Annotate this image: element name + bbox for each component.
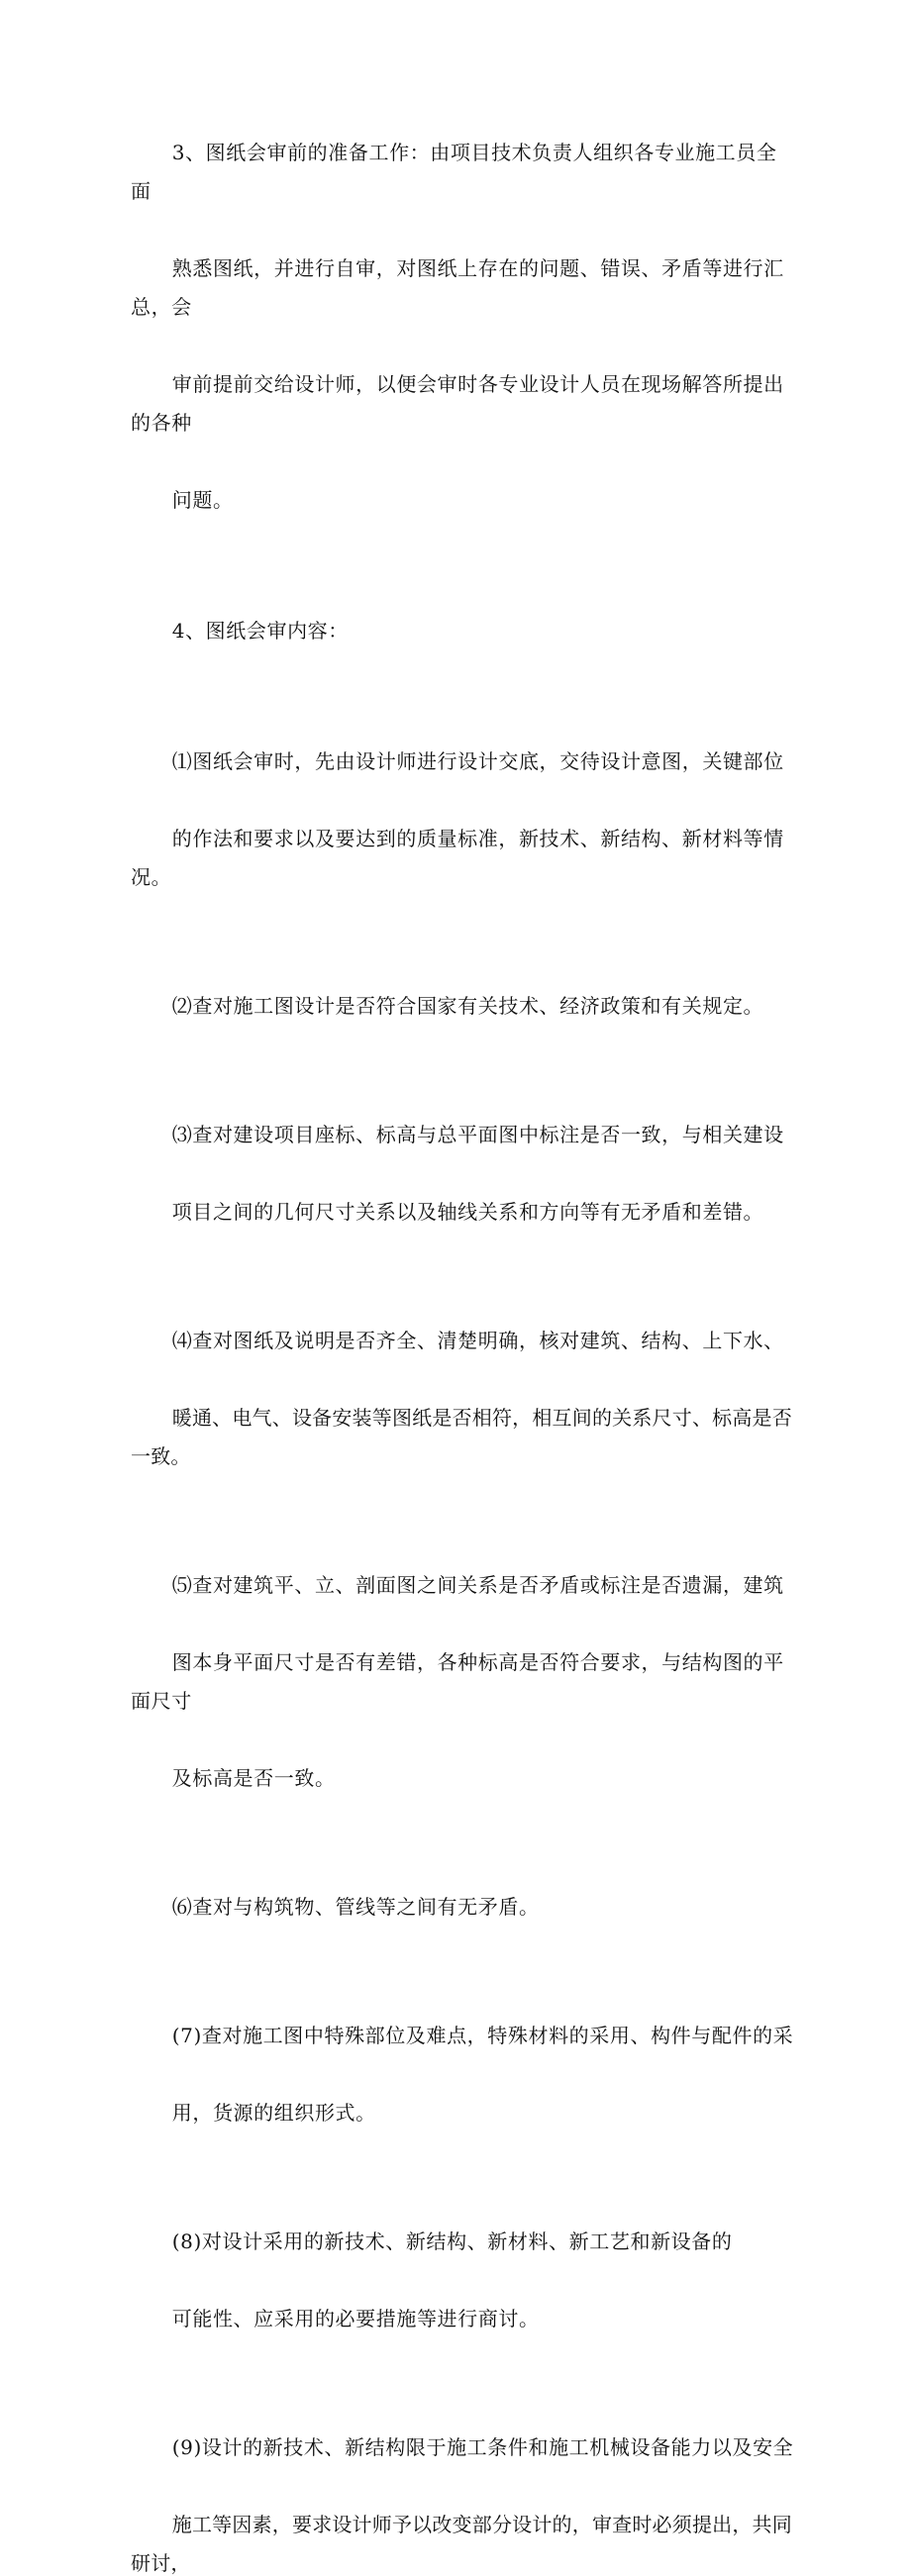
text-line: 暖通、电气、设备安装等图纸是否相符，相互间的关系尺寸、标高是否一致。 bbox=[131, 1406, 792, 1468]
text-line: (7)查对施工图中特殊部位及难点，特殊材料的采用、构件与配件的采 bbox=[171, 2024, 794, 2047]
text-line: (9)设计的新技术、新结构限于施工条件和施工机械设备能力以及安全 bbox=[171, 2435, 794, 2459]
paragraph-preparation bbox=[131, 95, 794, 558]
text-line: ⑴图纸会审时，先由设计师进行设计交底，交待设计意图，关键部位 bbox=[171, 749, 784, 773]
text-line: 图本身平面尺寸是否有差错，各种标高是否符合要求，与结构图的平面尺寸 bbox=[131, 1650, 784, 1713]
paragraph-item-6 bbox=[131, 1849, 794, 1965]
text-line: 审前提前交给设计师，以便会审时各专业设计人员在现场解答所提出的各种 bbox=[131, 372, 784, 435]
paragraph-item-8 bbox=[131, 2184, 794, 2377]
paragraph-item-1 bbox=[131, 704, 794, 936]
paragraph-item-4 bbox=[131, 1283, 794, 1515]
text-line: ⑷查对图纸及说明是否齐全、清楚明确，核对建筑、结构、上下水、 bbox=[171, 1329, 784, 1352]
text-line: 可能性、应采用的必要措施等进行商讨。 bbox=[171, 2307, 540, 2330]
document-body bbox=[131, 95, 794, 2576]
text-line: 3、图纸会审前的准备工作：由项目技术负责人组织各专业施工员全面 bbox=[131, 141, 777, 203]
paragraph-item-5 bbox=[131, 1528, 794, 1836]
text-line: 问题。 bbox=[171, 488, 234, 512]
text-line: 的作法和要求以及要达到的质量标准，新技术、新结构、新材料等情况。 bbox=[131, 827, 784, 889]
paragraph-review-content-heading bbox=[131, 573, 794, 689]
paragraph-item-7 bbox=[131, 1978, 794, 2171]
text-line: ⑹查对与构筑物、管线等之间有无矛盾。 bbox=[171, 1895, 540, 1919]
text-line: 及标高是否一致。 bbox=[171, 1766, 336, 1790]
text-line: 施工等因素，要求设计师予以改变部分设计的，审查时必须提出，共同研讨， bbox=[131, 2513, 792, 2575]
paragraph-item-9 bbox=[131, 2390, 794, 2576]
paragraph-item-2 bbox=[131, 948, 794, 1064]
text-line: (8)对设计采用的新技术、新结构、新材料、新工艺和新设备的 bbox=[171, 2229, 733, 2253]
text-line: 4、图纸会审内容： bbox=[171, 619, 349, 643]
text-line: 用，货源的组织形式。 bbox=[171, 2101, 376, 2125]
text-line: ⑸查对建筑平、立、剖面图之间关系是否矛盾或标注是否遗漏，建筑 bbox=[171, 1573, 784, 1597]
text-line: 熟悉图纸，并进行自审，对图纸上存在的问题、错误、矛盾等进行汇总，会 bbox=[131, 256, 784, 319]
paragraph-item-3 bbox=[131, 1077, 794, 1270]
text-line: ⑶查对建设项目座标、标高与总平面图中标注是否一致，与相关建设 bbox=[171, 1123, 784, 1146]
text-line: ⑵查对施工图设计是否符合国家有关技术、经济政策和有关规定。 bbox=[171, 994, 764, 1018]
text-line: 项目之间的几何尺寸关系以及轴线关系和方向等有无矛盾和差错。 bbox=[171, 1200, 764, 1224]
